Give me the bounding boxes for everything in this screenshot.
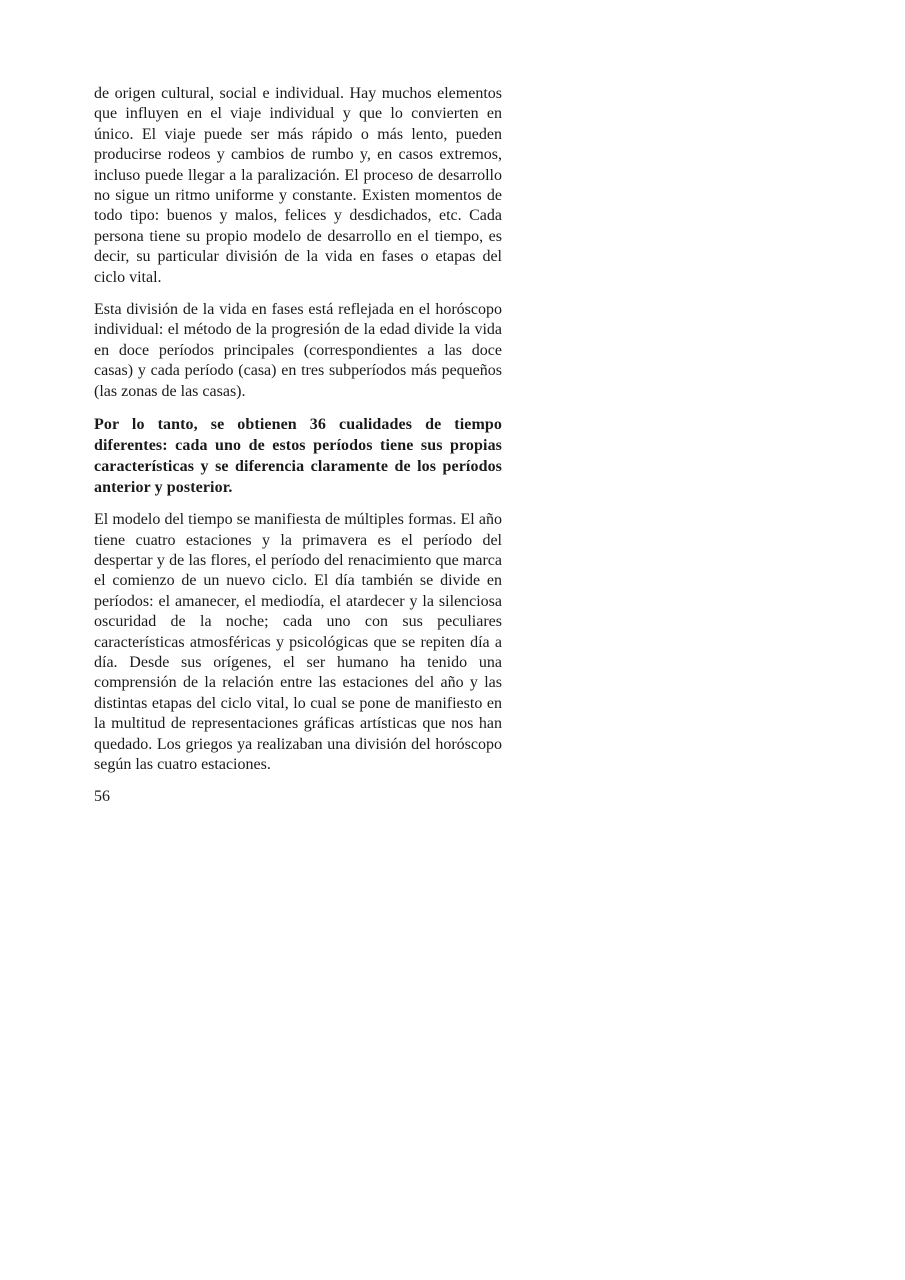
paragraph-3-bold: Por lo tanto, se obtienen 36 cualidades de tiempo diferentes: cada uno de estos períodos tiene sus propias características y se diferencia claramente de los períodos anterior y posterior. xyxy=(94,416,502,497)
page-number: 56 xyxy=(94,788,110,805)
paragraph-1: de origen cultural, social e individual. Hay muchos elementos que influyen en el viaje individual y que lo convierten en único. El viaje puede ser más rápido o más lento, pueden producirse rodeos y cambios de rumbo y, en casos extremos, incluso puede llegar a la paralización. El proceso de desarrollo no sigue un ritmo uniforme y constante. Existen momentos de todo tipo: buenos y malos, felices y desdichados, etc. Cada persona tiene su propio modelo de desarrollo en el tiempo, es decir, su particular división de la vida en fases o etapas del ciclo vital. xyxy=(94,85,502,286)
text-column xyxy=(94,84,502,775)
paragraph-4: El modelo del tiempo se manifiesta de múltiples formas. El año tiene cuatro estaciones y la primavera es el período del despertar y de las flores, el período del renacimiento que marca el comienzo de un nuevo ciclo. El día también se divide en períodos: el amanecer, el mediodía, el atardecer y la silenciosa oscuridad de la noche; cada uno con sus peculiares características atmosféricas y psicológicas que se repiten día a día. Desde sus orígenes, el ser humano ha tenido una comprensión de la relación entre las estaciones del año y las distintas etapas del ciclo vital, lo cual se pone de manifiesto en la multitud de representaciones gráficas artísticas que nos han quedado. Los griegos ya realizaban una división del horóscopo según las cuatro estaciones. xyxy=(94,511,502,773)
paragraph-2: Esta división de la vida en fases está reflejada en el horóscopo individual: el método de la progresión de la edad divide la vida en doce períodos principales (correspondientes a las doce casas) y cada período (casa) en tres subperíodos más pequeños (las zonas de las casas). xyxy=(94,301,502,400)
